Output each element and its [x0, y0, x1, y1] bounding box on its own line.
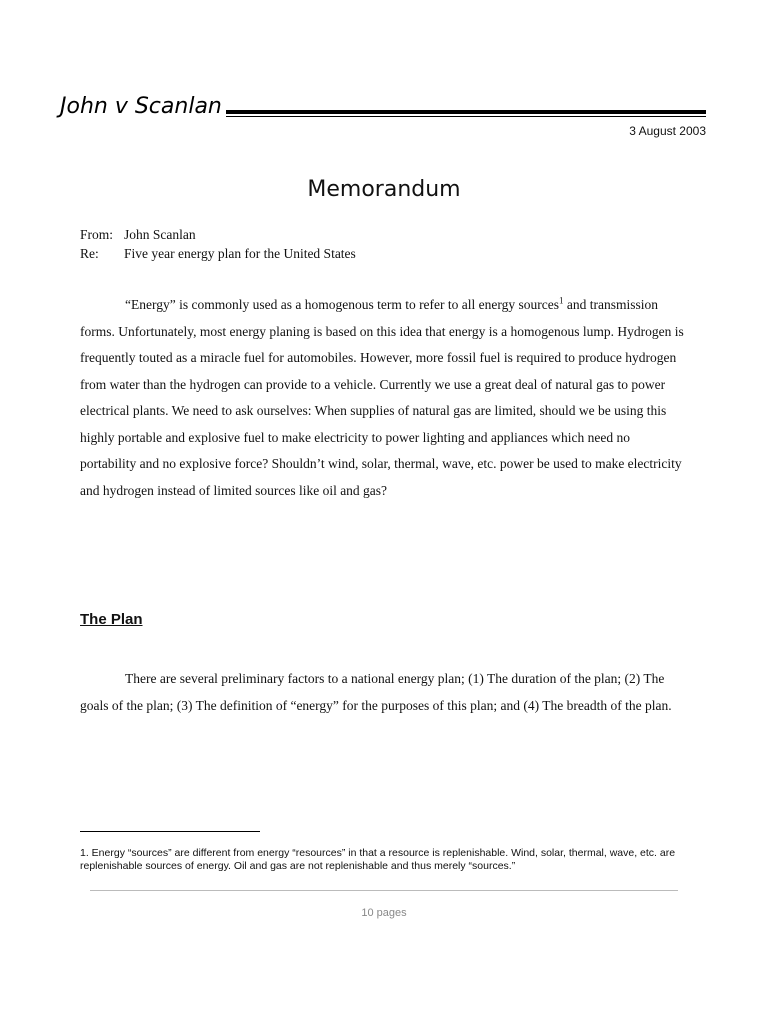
footnote-divider	[80, 831, 260, 832]
letterhead	[60, 92, 706, 122]
footnote-text: 1. Energy “sources” are different from energy “resources” in that a resource is replenishable. Wind, solar, thermal, wave, etc. are replenishable sources of energy. Oil and gas are not replenishable and thus merely “sources.”	[80, 847, 676, 872]
document-title: Memorandum	[307, 177, 461, 202]
from-label: From:	[80, 227, 114, 242]
memo-header-fields	[80, 225, 356, 263]
letterhead-rule-thick	[226, 110, 706, 114]
author-name: John v Scanlan	[60, 92, 224, 122]
footnote-marker: 1	[559, 295, 564, 306]
from-value: John Scanlan	[124, 227, 196, 242]
re-row	[80, 244, 356, 263]
letterhead-rule-thin	[226, 116, 706, 117]
page-count: 10 pages	[361, 907, 407, 919]
plan-paragraph	[80, 666, 686, 719]
re-label: Re:	[80, 246, 99, 261]
re-value: Five year energy plan for the United States	[124, 246, 356, 261]
plan-paragraph-text: There are several preliminary factors to a national energy plan; (1) The duration of the plan; (2) The goals of the plan; (3) The definition of “energy” for the purposes of this plan; and (4) The breadth of the plan.	[80, 671, 672, 713]
intro-paragraph	[80, 292, 686, 504]
section-heading-the-plan: The Plan	[80, 611, 143, 628]
memo-date: 3 August 2003	[629, 124, 706, 138]
page-footer-divider	[90, 890, 678, 891]
intro-text-start: “Energy” is commonly used as a homogenous term to refer to all energy sources	[125, 297, 560, 312]
from-row	[80, 225, 356, 244]
intro-text-rest: and transmission forms. Unfortunately, most energy planing is based on this idea that energy is a homogenous lump. Hydrogen is frequently touted as a miracle fuel for automobiles. However, more fossil fuel is required to produce hydrogen from water than the hydrogen can provide to a vehicle. Currently we use a great deal of natural gas to power electrical plants. We need to ask ourselves: When supplies of natural gas are limited, should we be using this highly portable and explosive fuel to make electricity to power lighting and appliances which need no portability and no explosive force? Shouldn’t wind, solar, thermal, wave, etc. power be used to make electricity and hydrogen instead of limited sources like oil and gas?	[80, 297, 684, 498]
